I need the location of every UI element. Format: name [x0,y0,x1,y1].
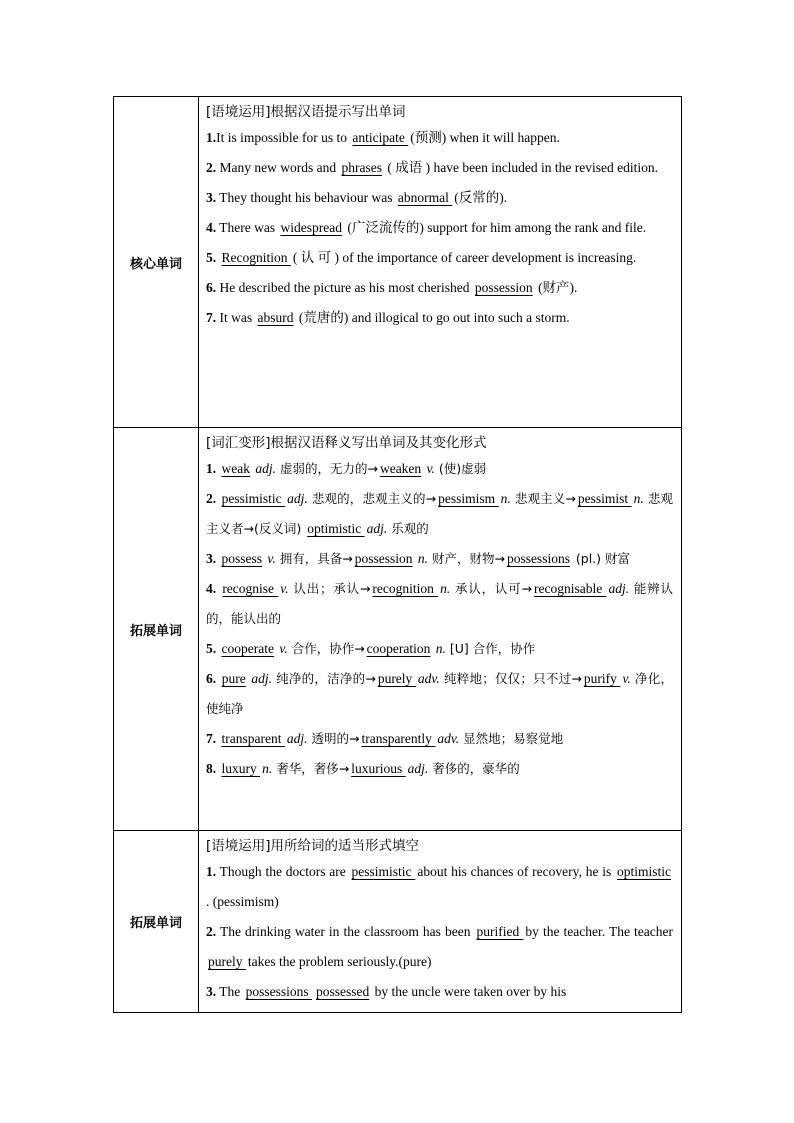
exercise-list [206,123,673,333]
fill-in-item: 2. The drinking water in the classroom has been purified by the teacher. The teacher purely takes the problem seriously.(pure) [206,924,673,969]
fill-in-item: 3. The possessions possessed by the uncle were taken over by his [206,984,567,999]
word-form-item: 5. cooperate v. 合作，协作→ cooperation n. [U] 合作，协作 [206,641,536,656]
word-form-item: 4. recognise v. 认出；承认→ recognition n. 承认，认可→ recognisable adj. 能辨认的，能认出的 [206,581,673,626]
exercise-item: 3. They thought his behaviour was abnormal (反常的). [206,190,508,205]
fill-in-item: 1. Though the doctors are pessimistic about his chances of recovery, he is optimistic . (pessimism) [206,864,672,909]
exercise-item: 1.It is impossible for us to anticipate (预测) when it will happen. [206,130,560,145]
section-content [199,831,682,1013]
row-label: 核心单词 [114,97,199,428]
section-content [199,97,682,428]
word-form-item: 1. weak adj. 虚弱的，无力的→ weaken v. (使)虚弱 [206,461,487,476]
section-header: [语境运用]根据汉语提示写出单词 [206,104,406,120]
vocab-table [113,96,682,1013]
word-form-item: 6. pure adj. 纯净的，洁净的→ purely adv. 纯粹地；仅仅；只不过→ purify v. 净化，使纯净 [206,671,673,716]
row-label: 拓展单词 [114,428,199,831]
exercise-item: 5. Recognition ( 认 可 ) of the importance of career development is increasing. [206,250,637,265]
exercise-item: 2. Many new words and phrases ( 成语 ) have been included in the revised edition. [206,160,659,175]
word-form-item: 2. pessimistic adj. 悲观的，悲观主义的→ pessimism n. 悲观主义→ pessimist n. 悲观主义者→(反义词) optimistic adj. 乐观的 [206,491,673,536]
word-form-item: 7. transparent adj. 透明的→ transparently adv. 显然地；易察觉地 [206,731,564,746]
section-header: [语境运用]用所给词的适当形式填空 [206,838,420,854]
row-label: 拓展单词 [114,831,199,1013]
word-form-item: 3. possess v. 拥有，具备→ possession n. 财产，财物→ possessions (pl.) 财富 [206,551,631,566]
exercise-item: 6. He described the picture as his most cherished possession (财产). [206,280,578,295]
word-form-item: 8. luxury n. 奢华，奢侈→ luxurious adj. 奢侈的，豪华的 [206,761,520,776]
section-core-words [114,97,682,428]
section-content [199,428,682,831]
section-extended-words [114,428,682,831]
section-header: [词汇变形]根据汉语释义写出单词及其变化形式 [206,435,487,451]
exercise-item: 7. It was absurd (荒唐的) and illogical to go out into such a storm. [206,310,570,325]
exercise-item: 4. There was widespread (广泛流传的) support for him among the rank and file. [206,220,647,235]
section-fill-in [114,831,682,1013]
